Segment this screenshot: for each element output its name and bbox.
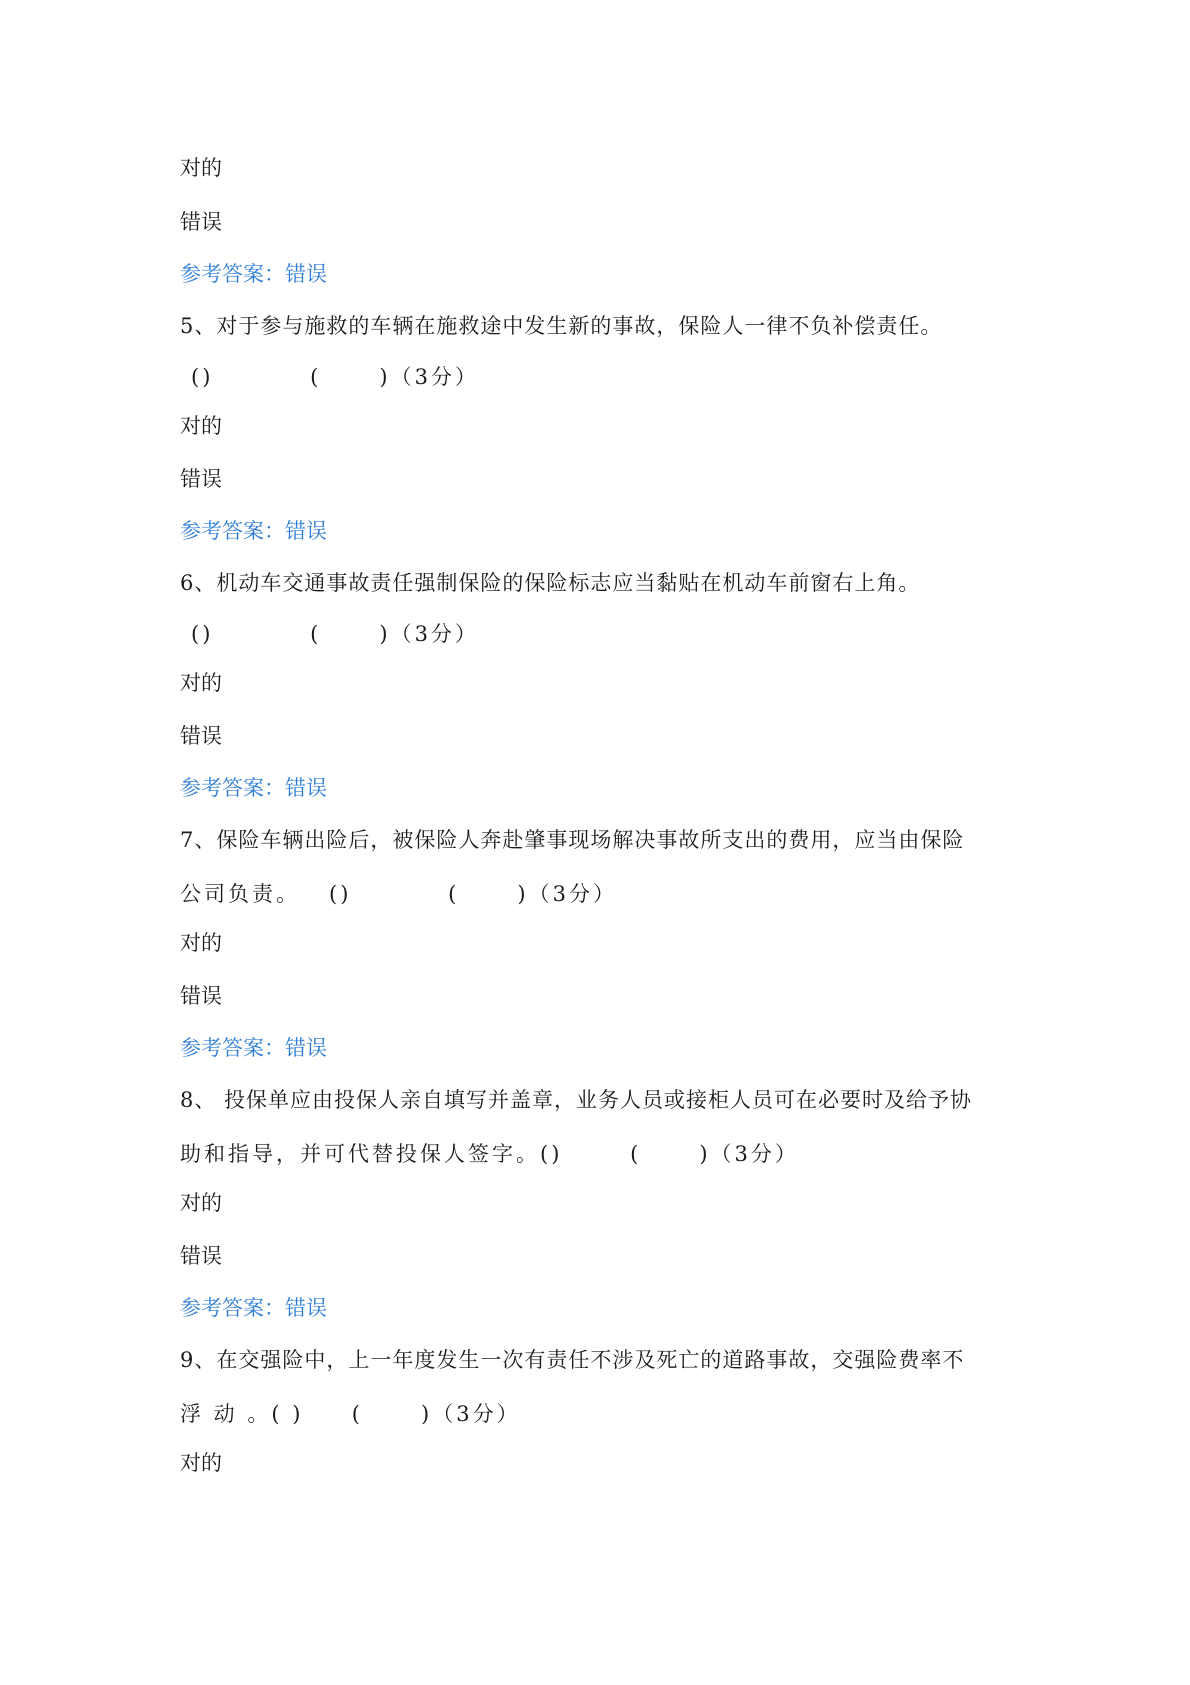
option-true[interactable]: 对的 bbox=[180, 1451, 222, 1475]
option-true[interactable]: 对的 bbox=[180, 156, 222, 180]
option-true[interactable]: 对的 bbox=[180, 931, 222, 955]
option-false[interactable]: 错误 bbox=[180, 984, 222, 1008]
question-8-text-line-2: 助和指导，并可代替投保人签字。() ( )（3分） bbox=[180, 1142, 799, 1166]
question-7-text-line-2: 公司负责。 () ( )（3分） bbox=[180, 882, 617, 906]
question-9-text-line-1: 9、在交强险中，上一年度发生一次有责任不涉及死亡的道路事故，交强险费率不 bbox=[180, 1348, 965, 1372]
question-5-score: () ( )（3分） bbox=[191, 365, 479, 389]
reference-answer: 参考答案：错误 bbox=[180, 1036, 327, 1060]
option-false[interactable]: 错误 bbox=[180, 1244, 222, 1268]
reference-answer: 参考答案：错误 bbox=[180, 776, 327, 800]
reference-answer: 参考答案：错误 bbox=[180, 519, 327, 543]
question-8-text-line-1: 8、 投保单应由投保人亲自填写并盖章，业务人员或接柜人员可在必要时及给予协 bbox=[180, 1088, 973, 1112]
question-7-text-line-1: 7、保险车辆出险后，被保险人奔赴肇事现场解决事故所支出的费用，应当由保险 bbox=[180, 828, 965, 852]
reference-answer: 参考答案：错误 bbox=[180, 1296, 327, 1320]
option-true[interactable]: 对的 bbox=[180, 671, 222, 695]
option-false[interactable]: 错误 bbox=[180, 724, 222, 748]
reference-answer: 参考答案：错误 bbox=[180, 262, 327, 286]
question-6-text: 6、机动车交通事故责任强制保险的保险标志应当黏贴在机动车前窗右上角。 bbox=[180, 571, 921, 595]
question-6-score: () ( )（3分） bbox=[191, 622, 479, 646]
option-true[interactable]: 对的 bbox=[180, 1191, 222, 1215]
option-true[interactable]: 对的 bbox=[180, 414, 222, 438]
option-false[interactable]: 错误 bbox=[180, 467, 222, 491]
question-9-text-line-2: 浮 动 。( ) ( )（3分） bbox=[180, 1402, 521, 1426]
option-false[interactable]: 错误 bbox=[180, 210, 222, 234]
question-5-text: 5、对于参与施救的车辆在施救途中发生新的事故，保险人一律不负补偿责任。 bbox=[180, 314, 943, 338]
